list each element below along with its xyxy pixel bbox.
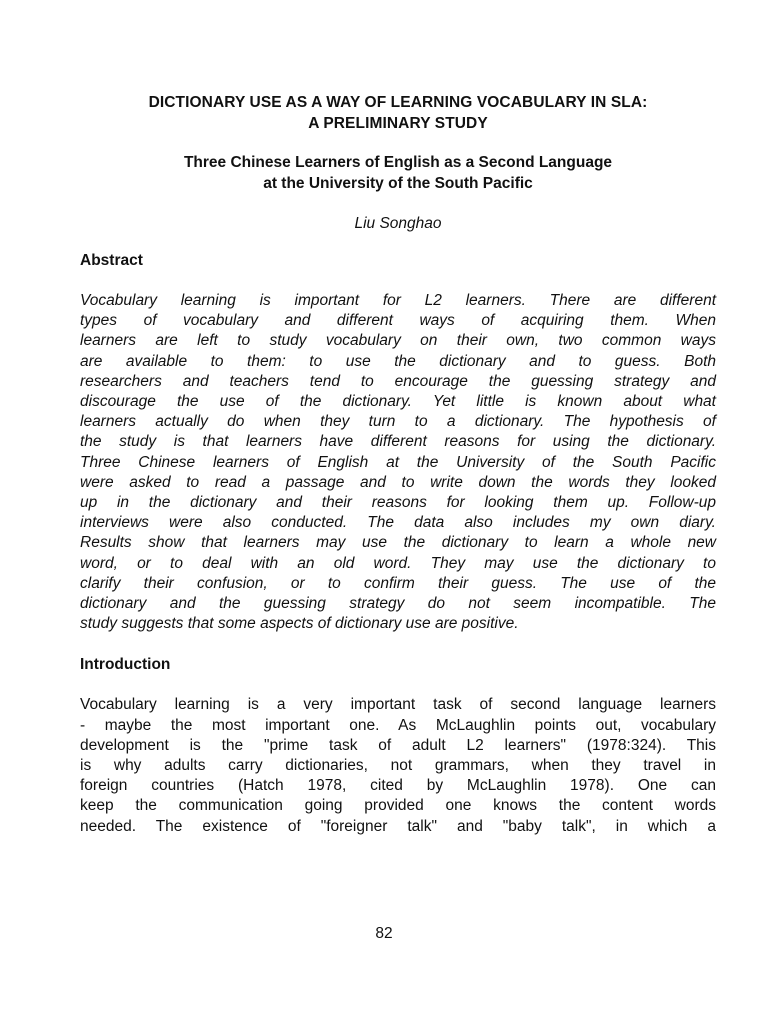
abstract-heading: Abstract: [80, 252, 143, 269]
abstract-line: the study is that learners have different reasons for using the dictionary.: [80, 433, 716, 451]
abstract-line: study suggests that some aspects of dictionary use are positive.: [80, 615, 519, 633]
intro-line: needed. The existence of "foreigner talk" and "baby talk", in which a: [80, 817, 716, 835]
intro-line: - maybe the most important one. As McLaughlin points out, vocabulary: [80, 716, 716, 734]
paper-page: [80, 92, 716, 837]
abstract-line: interviews were also conducted. The data also includes my own diary.: [80, 514, 716, 532]
abstract-line: clarify their confusion, or to confirm their guess. The use of the: [80, 574, 716, 592]
abstract-line: discourage the use of the dictionary. Yet little is known about what: [80, 393, 716, 411]
author-name: Liu Songhao: [354, 215, 442, 232]
intro-line: development is the "prime task of adult L2 learners" (1978:324). This: [80, 736, 716, 754]
abstract-line: Three Chinese learners of English at the University of the South Pacific: [80, 453, 716, 471]
subtitle-line-2: at the University of the South Pacific: [263, 175, 533, 192]
intro-line: is why adults carry dictionaries, not grammars, when they travel in: [80, 757, 716, 775]
abstract-line: Results show that learners may use the dictionary to learn a whole new: [80, 534, 716, 552]
abstract-line: Vocabulary learning is important for L2 learners. There are different: [80, 292, 716, 309]
subtitle-line-1: Three Chinese Learners of English as a Second Language: [183, 154, 613, 171]
introduction-body: [80, 695, 716, 836]
title-line-1: DICTIONARY USE AS A WAY OF LEARNING VOCABULARY IN SLA:: [148, 94, 648, 111]
abstract-line: researchers and teachers tend to encourage the guessing strategy and: [80, 372, 716, 390]
abstract-line: dictionary and the guessing strategy do not seem incompatible. The: [80, 595, 716, 613]
abstract-line: types of vocabulary and different ways of acquiring them. When: [80, 312, 716, 330]
page-number: 82: [375, 925, 393, 942]
intro-line: Vocabulary learning is a very important task of second language learners: [80, 696, 716, 714]
abstract-body: [80, 291, 716, 634]
abstract-line: learners actually do when they turn to a dictionary. The hypothesis of: [80, 413, 716, 431]
abstract-line: up in the dictionary and their reasons for looking them up. Follow-up: [80, 494, 716, 512]
intro-line: foreign countries (Hatch 1978, cited by McLaughlin 1978). One can: [80, 777, 716, 795]
introduction-heading: Introduction: [80, 656, 171, 674]
intro-line: keep the communication going provided one knows the content words: [80, 797, 716, 815]
abstract-line: are available to them: to use the dictionary and to guess. Both: [80, 352, 716, 370]
paper-subtitle: [80, 152, 716, 194]
title-line-2: A PRELIMINARY STUDY: [308, 115, 488, 132]
abstract-line: learners are left to study vocabulary on their own, two common ways: [80, 332, 716, 350]
abstract-line: word, or to deal with an old word. They may use the dictionary to: [80, 554, 716, 572]
paper-title: [80, 92, 716, 134]
abstract-line: were asked to read a passage and to write down the words they looked: [80, 473, 716, 491]
